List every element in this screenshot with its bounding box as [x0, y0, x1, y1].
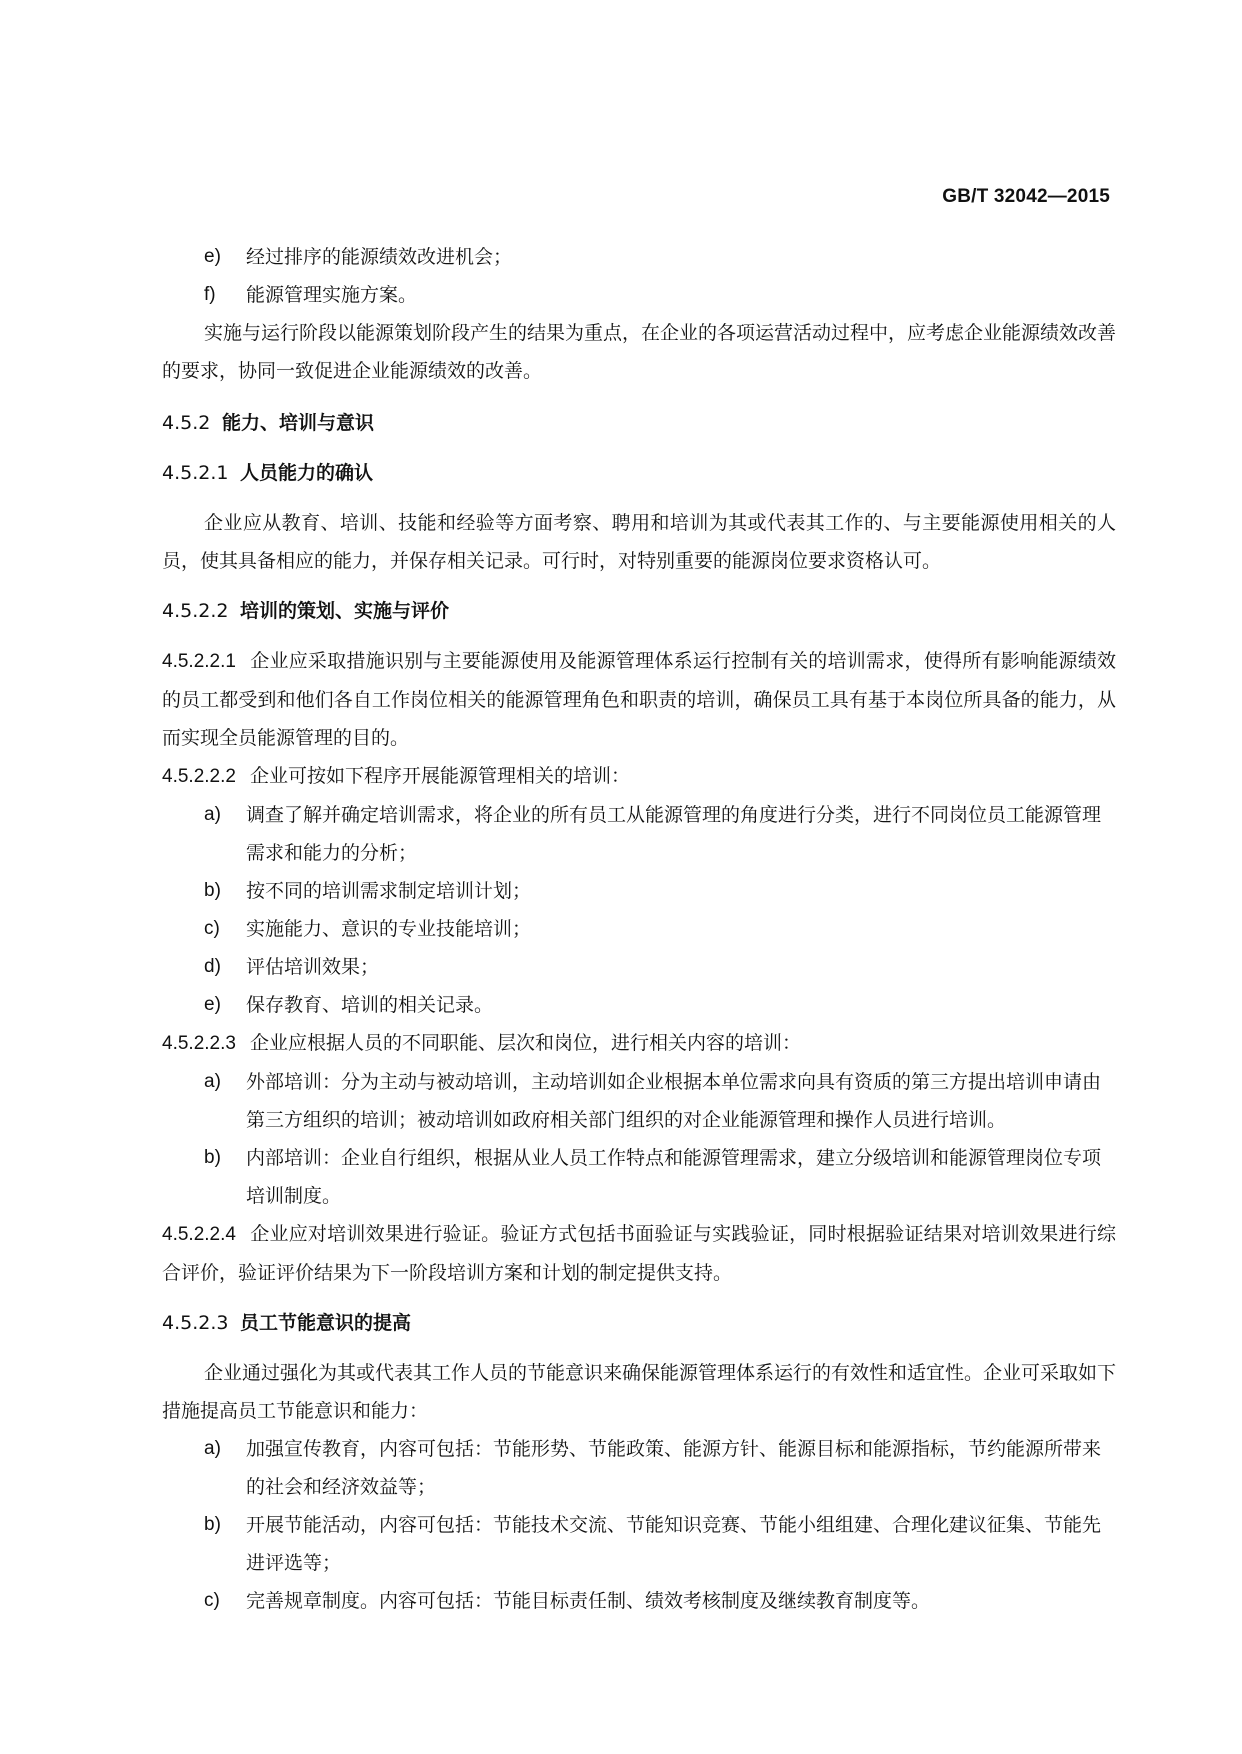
section-number: 4.5.2.2 [162, 600, 229, 622]
paragraph-4-5-2-3: 企业通过强化为其或代表其工作人员的节能意识来确保能源管理体系运行的有效性和适宜性。企业可采取如下措施提高员工节能意识和能力： [162, 1362, 1117, 1422]
list-text: 完善规章制度。内容可包括：节能目标责任制、绩效考核制度及继续教育制度等。 [246, 1590, 931, 1612]
list-label: a) [204, 804, 221, 825]
list-item [204, 986, 1116, 1024]
list-item [204, 1139, 1116, 1215]
clause-number: 4.5.2.2.3 [162, 1033, 236, 1054]
intro-paragraph: 实施与运行阶段以能源策划阶段产生的结果为重点，在企业的各项运营活动过程中，应考虑企业能源绩效改善的要求，协同一致促进企业能源绩效的改善。 [162, 322, 1117, 382]
list-item [204, 910, 1116, 948]
list-item [204, 1506, 1116, 1582]
list-label: c) [204, 1590, 220, 1611]
list-label: b) [204, 880, 221, 901]
clause-text: 企业应根据人员的不同职能、层次和岗位，进行相关内容的培训： [249, 1032, 801, 1054]
list-text: 按不同的培训需求制定培训计划； [246, 880, 532, 902]
list-label: c) [204, 918, 220, 939]
section-number: 4.5.2.1 [162, 462, 229, 484]
clause-4-5-2-2-1 [162, 642, 1116, 757]
clause-text: 企业可按如下程序开展能源管理相关的培训： [249, 765, 630, 787]
section-number: 4.5.2.3 [162, 1312, 229, 1334]
list-label: a) [204, 1438, 221, 1459]
list-item [204, 1430, 1116, 1506]
list-text: 实施能力、意识的专业技能培训； [246, 918, 532, 940]
list-item [204, 796, 1116, 872]
clause-4-5-2-2-3 [162, 1024, 1116, 1063]
list-label: d) [204, 956, 221, 977]
standard-number: GB/T 32042—2015 [942, 186, 1110, 207]
list-label: e) [204, 994, 221, 1015]
list-text: 能源管理实施方案。 [246, 284, 418, 306]
clause-4-5-2-2-4 [162, 1215, 1116, 1292]
section-title: 培训的策划、实施与评价 [240, 600, 450, 622]
section-title: 员工节能意识的提高 [240, 1312, 412, 1334]
list-label: b) [204, 1147, 221, 1168]
list-item [204, 948, 1116, 986]
list-text: 保存教育、培训的相关记录。 [246, 994, 494, 1016]
paragraph-4-5-2-1: 企业应从教育、培训、技能和经验等方面考察、聘用和培训为其或代表其工作的、与主要能源使用相关的人员，使其具备相应的能力，并保存相关记录。可行时，对特别重要的能源岗位要求资格认可。 [162, 512, 1116, 572]
list-label: e) [204, 246, 221, 267]
section-heading-4-5-2-3 [162, 1304, 1116, 1342]
list-item [204, 1582, 1116, 1620]
page-content [162, 238, 1116, 1620]
clause-number: 4.5.2.2.1 [162, 651, 236, 672]
section-heading-4-5-2-2 [162, 592, 1116, 630]
section-heading-4-5-2-1 [162, 454, 1116, 492]
list-label: b) [204, 1514, 221, 1535]
list-text: 内部培训：企业自行组织，根据从业人员工作特点和能源管理需求，建立分级培训和能源管理岗位专项培训制度。 [246, 1147, 1102, 1207]
list-label: a) [204, 1071, 221, 1092]
clause-text: 企业应采取措施识别与主要能源使用及能源管理体系运行控制有关的培训需求，使得所有影响能源绩效的员工都受到和他们各自工作岗位相关的能源管理角色和职责的培训，确保员工具有基于本岗位所具备的能力，从而实现全员能源管理的目的。 [162, 650, 1116, 749]
list-label: f) [204, 284, 216, 305]
list-text: 开展节能活动，内容可包括：节能技术交流、节能知识竞赛、节能小组组建、合理化建议征集、节能先进评选等； [246, 1514, 1102, 1574]
list-text: 评估培训效果； [246, 956, 380, 978]
section-title: 人员能力的确认 [240, 462, 374, 484]
list-text: 经过排序的能源绩效改进机会； [246, 246, 513, 268]
section-heading-4-5-2 [162, 404, 1116, 442]
list-item [204, 872, 1116, 910]
list-text: 调查了解并确定培训需求，将企业的所有员工从能源管理的角度进行分类，进行不同岗位员工能源管理需求和能力的分析； [246, 804, 1102, 864]
section-number: 4.5.2 [162, 412, 211, 434]
section-title: 能力、培训与意识 [222, 412, 375, 434]
list-text: 外部培训：分为主动与被动培训，主动培训如企业根据本单位需求向具有资质的第三方提出培训申请由第三方组织的培训；被动培训如政府相关部门组织的对企业能源管理和操作人员进行培训。 [246, 1071, 1102, 1131]
list-item [204, 276, 1116, 314]
list-item [204, 238, 1116, 276]
clause-text: 企业应对培训效果进行验证。验证方式包括书面验证与实践验证，同时根据验证结果对培训效果进行综合评价，验证评价结果为下一阶段培训方案和计划的制定提供支持。 [162, 1223, 1116, 1284]
clause-number: 4.5.2.2.4 [162, 1224, 236, 1245]
list-item [204, 1063, 1116, 1139]
clause-4-5-2-2-2 [162, 757, 1116, 796]
list-text: 加强宣传教育，内容可包括：节能形势、节能政策、能源方针、能源目标和能源指标，节约能源所带来的社会和经济效益等； [246, 1438, 1102, 1498]
clause-number: 4.5.2.2.2 [162, 766, 236, 787]
